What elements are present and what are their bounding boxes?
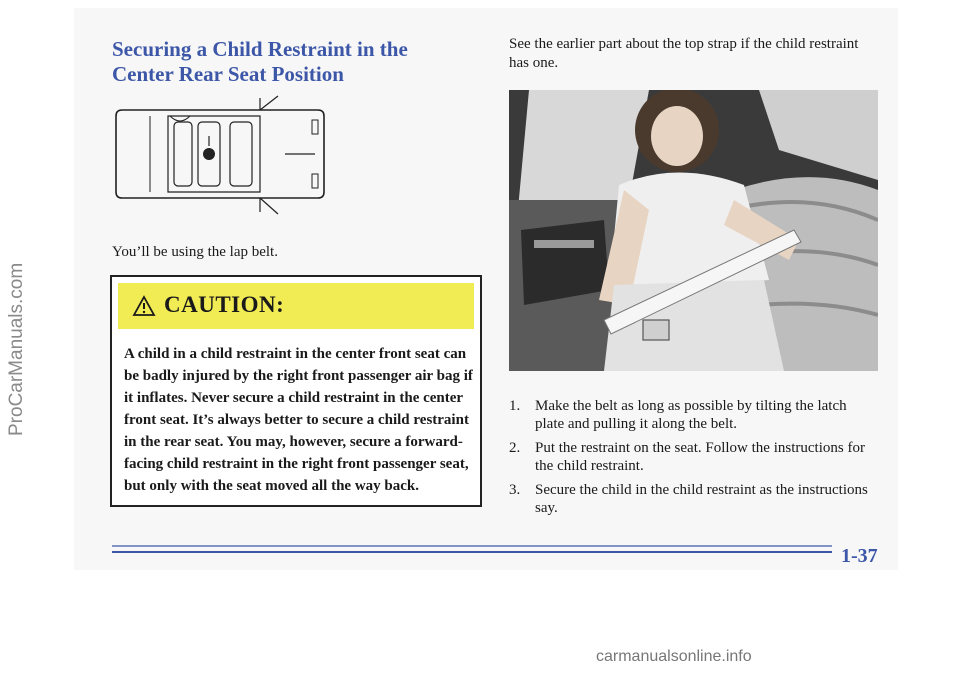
step-number: 1. [509,398,521,414]
step-item [509,481,874,517]
step-text: Put the restraint on the seat. Follow the instructions for the child restraint. [535,440,865,474]
car-seat-diagram [110,90,335,218]
footer-rule [112,542,832,558]
step-text: Secure the child in the child restraint as the instructions say. [535,482,868,516]
top-strap-note: See the earlier part about the top strap if the child restraint has one. [509,36,859,71]
step-number: 2. [509,440,521,456]
bottom-watermark: carmanualsonline.info [596,648,752,665]
seatbelt-photo [509,90,878,371]
step-number: 3. [509,482,521,498]
step-item [509,439,874,475]
step-item [509,397,874,433]
section-heading: Securing a Child Restraint in the Center Rear Seat Position [112,37,408,86]
steps-list [509,397,874,523]
step-text: Make the belt as long as possible by tilting the latch plate and pulling it along the belt. [535,398,847,432]
lap-belt-text: You’ll be using the lap belt. [112,244,278,260]
center-seat-marker [203,148,215,160]
caution-text: A child in a child restraint in the center front seat can be badly injured by the right front passenger air bag if it inflates. Never secure a child restraint in the center front seat. It’s always better to secure a child restraint in the rear seat. You may, however, secure a forward-facing child restraint in the right front passenger seat, but only with the seat moved all the way back. [124,346,473,494]
warning-triangle-icon [132,295,156,317]
caution-title: CAUTION: [164,292,285,317]
page-number: 1-37 [841,545,878,567]
caution-header [118,283,474,329]
side-watermark: ProCarManuals.com [6,262,27,436]
caution-box [110,275,482,507]
